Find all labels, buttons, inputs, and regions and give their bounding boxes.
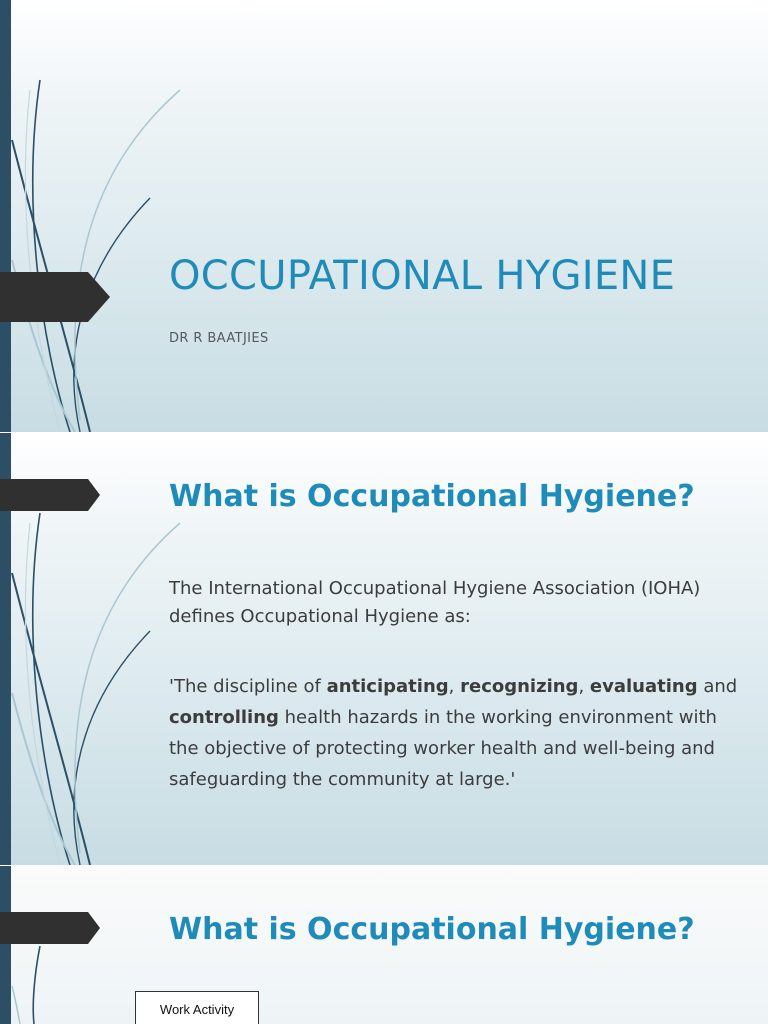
slide-heading: What is Occupational Hygiene? bbox=[169, 912, 695, 947]
presenter-name: DR R BAATJIES bbox=[169, 331, 269, 346]
quote-suffix: health hazards in the working environment with the objective of protecting worker health and well-being and safeguarding the community at large.' bbox=[169, 707, 717, 790]
left-accent-bar bbox=[0, 0, 11, 432]
quote-separator: , bbox=[578, 676, 590, 697]
term-recognizing: recognizing bbox=[460, 676, 579, 697]
heading-tab-marker bbox=[0, 479, 100, 511]
definition-quote bbox=[169, 671, 739, 795]
activity-slide bbox=[0, 866, 768, 1024]
term-evaluating: evaluating bbox=[589, 676, 698, 697]
heading-tab-marker bbox=[0, 912, 100, 944]
decorative-swoosh-lines bbox=[0, 0, 200, 432]
title-tab-marker bbox=[0, 272, 110, 322]
quote-prefix: 'The discipline of bbox=[169, 676, 327, 697]
presentation-title: OCCUPATIONAL HYGIENE bbox=[169, 253, 676, 299]
quote-and: and bbox=[697, 676, 738, 697]
quote-separator: , bbox=[448, 676, 461, 697]
work-activity-box: Work Activity bbox=[135, 991, 259, 1024]
definition-slide bbox=[0, 433, 768, 865]
left-accent-bar bbox=[0, 866, 11, 1024]
term-anticipating: anticipating bbox=[326, 676, 449, 697]
slide-heading: What is Occupational Hygiene? bbox=[169, 479, 695, 514]
term-controlling: controlling bbox=[169, 707, 279, 728]
title-slide bbox=[0, 0, 768, 432]
definition-intro: The International Occupational Hygiene Association (IOHA) defines Occupational Hygiene as: bbox=[169, 578, 701, 627]
